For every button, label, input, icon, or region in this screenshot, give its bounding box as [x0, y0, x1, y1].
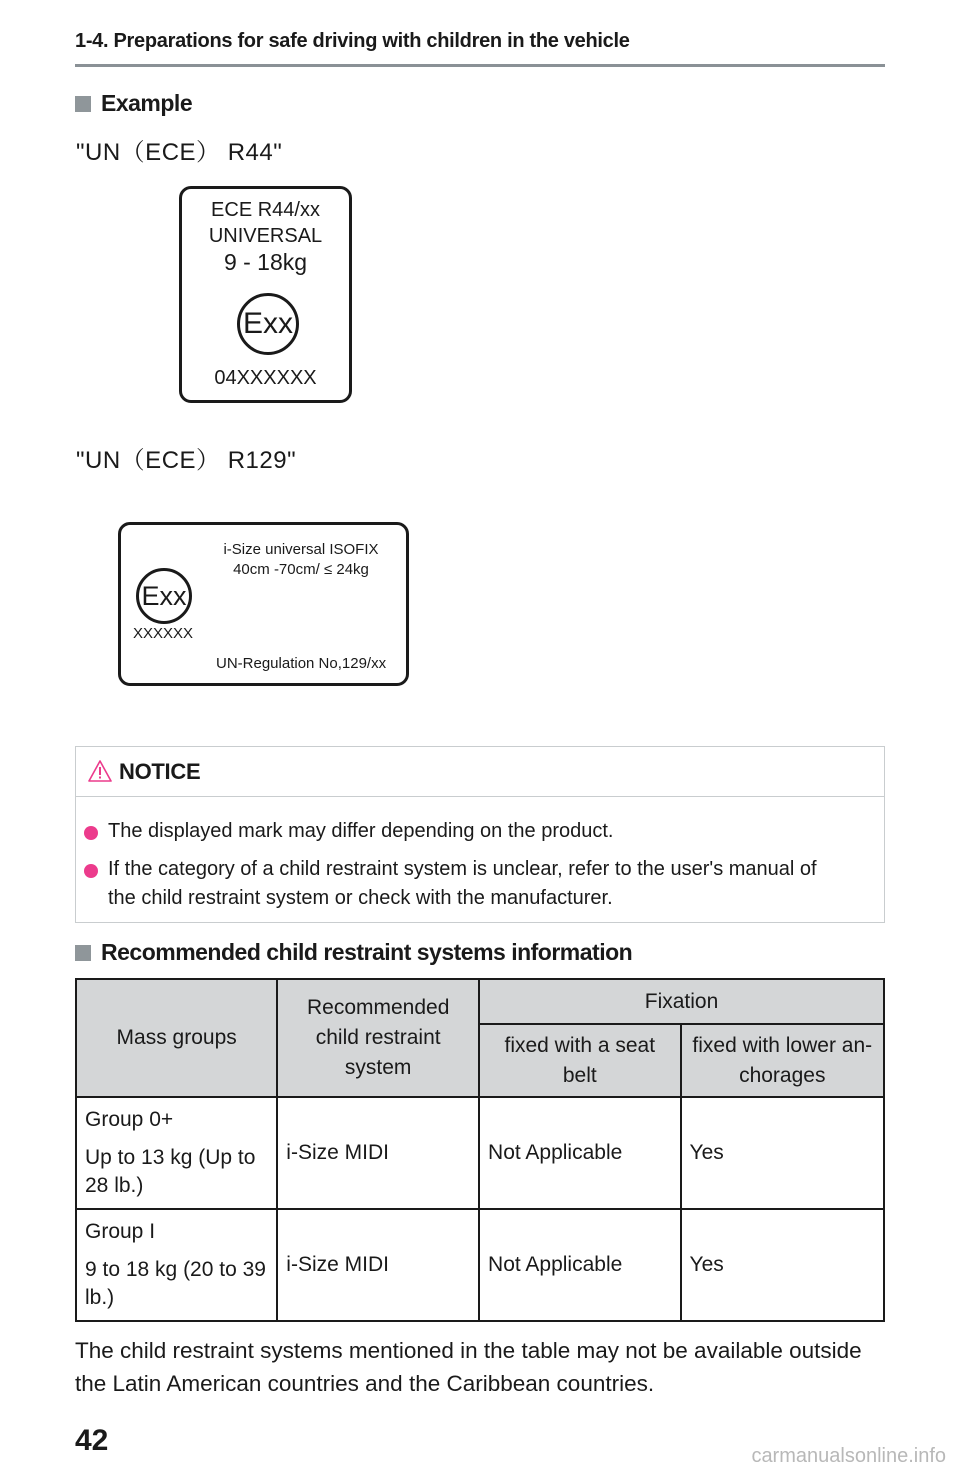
header-lower-anchorages: fixed with lower an-chorages [681, 1024, 884, 1097]
header-recommended-system: Recommended child restraint system [277, 979, 479, 1097]
availability-note: The child restraint systems mentioned in the table may not be available outside the Latin American countries and the Caribbean countries. [75, 1338, 862, 1396]
table-row [76, 1097, 884, 1209]
seat-belt-cell: Not Applicable [479, 1209, 680, 1321]
table-header-row [76, 979, 884, 1024]
notice-item: The displayed mark may differ depending on the product. [108, 820, 614, 842]
r129-label-code: XXXXXX [133, 625, 194, 642]
table-row [76, 1209, 884, 1321]
header-rule [75, 64, 885, 67]
bullet-dot-icon [84, 864, 98, 878]
r129-label-line2: 40cm -70cm/ ≤ 24kg [233, 561, 369, 578]
approval-mark-text: Exx [242, 307, 293, 340]
anchorages-cell: Yes [681, 1209, 884, 1321]
r44-label-line2: UNIVERSAL [208, 225, 323, 247]
recommended-crs-table [75, 978, 885, 1322]
r129-label-line1: i-Size universal ISOFIX [223, 541, 379, 558]
group-mass: 9 to 18 kg (20 to 39 lb.) [85, 1258, 266, 1309]
mass-group-cell [76, 1209, 277, 1321]
example-heading [75, 90, 192, 117]
notice-header [76, 747, 884, 797]
r129-label-regulation: UN-Regulation No,129/xx [216, 655, 387, 672]
system-cell: i-Size MIDI [277, 1209, 479, 1321]
page-number: 42 [75, 1424, 109, 1457]
header-seat-belt: fixed with a seat belt [479, 1024, 680, 1097]
square-bullet-icon [75, 945, 91, 961]
notice-box [75, 746, 885, 923]
seat-belt-cell: Not Applicable [479, 1097, 680, 1209]
group-name: Group 0+ [85, 1108, 174, 1131]
approval-mark-text: Exx [141, 580, 187, 611]
r44-label-line3: 9 - 18kg [223, 249, 308, 275]
group-name: Group I [85, 1220, 156, 1243]
watermark: carmanualsonline.info [751, 1445, 946, 1467]
r44-label-line1: ECE R44/xx [211, 199, 320, 221]
recommended-heading-text: Recommended child restraint systems information [101, 939, 633, 965]
anchorages-cell: Yes [681, 1097, 884, 1209]
example-heading-text: Example [101, 90, 193, 116]
r44-label-code: 04XXXXXX [214, 367, 317, 389]
system-cell: i-Size MIDI [277, 1097, 479, 1209]
un-r129-label [118, 522, 409, 686]
ece-r44-label [179, 186, 352, 403]
warning-triangle-icon [88, 760, 112, 782]
r44-caption: "UN（ECE） R44" [76, 139, 283, 166]
notice-title: NOTICE [119, 759, 201, 784]
square-bullet-icon [75, 96, 91, 112]
header-mass-groups: Mass groups [76, 979, 277, 1097]
approval-mark-circle [237, 293, 299, 355]
page-header-title: 1-4. Preparations for safe driving with children in the vehicle [75, 30, 630, 52]
r129-caption: "UN（ECE） R129" [76, 447, 297, 474]
approval-mark-circle [136, 568, 192, 624]
group-mass: Up to 13 kg (Up to 28 lb.) [85, 1146, 256, 1197]
notice-item: If the category of a child restraint system is unclear, refer to the user's manual of the child restraint system or check with the manufacturer. [108, 858, 817, 909]
recommended-heading [75, 939, 632, 966]
bullet-dot-icon [84, 826, 98, 840]
header-fixation: Fixation [479, 979, 884, 1024]
mass-group-cell [76, 1097, 277, 1209]
